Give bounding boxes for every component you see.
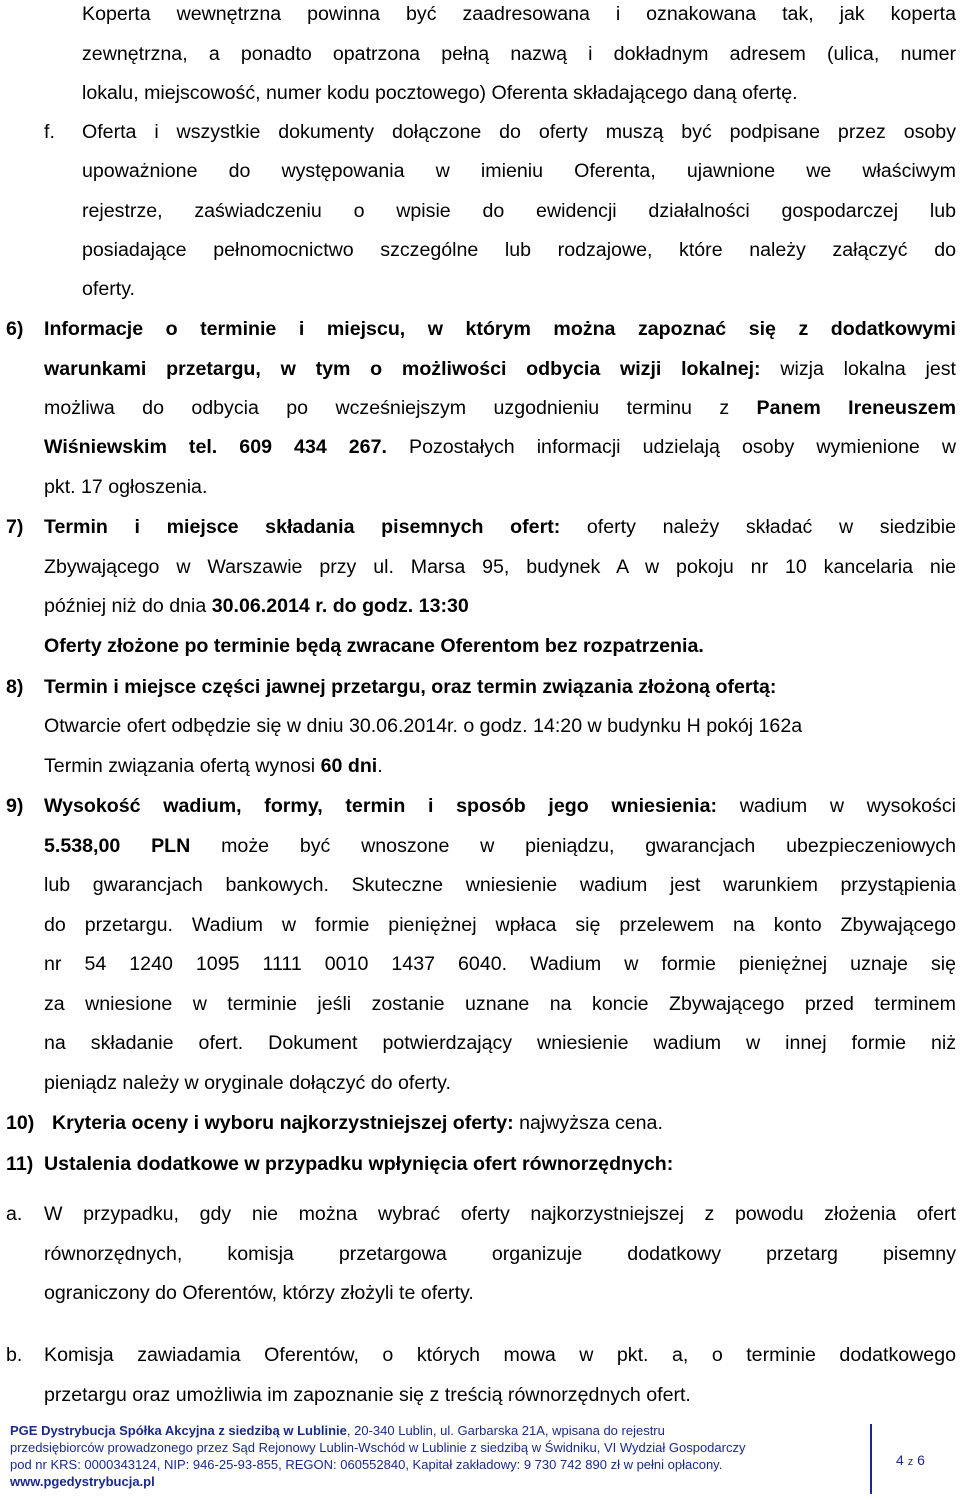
sec6-heading: Informacje o terminie i miejscu, w którym można zapoznać się z dodatkowymi [44,318,956,340]
sec6-contact-name: Panem Ireneuszem [756,397,956,419]
sec8-line [44,754,383,778]
page-sep: z [907,1456,914,1468]
page-current: 4 [896,1452,904,1468]
sec7-heading: Termin i miejsce składania pisemnych ofert: [44,516,561,538]
footer-website[interactable]: www.pgedystrybucja.pl [10,1474,155,1489]
sec11-heading: Ustalenia dodatkowe w przypadku wpłynięcia ofert równorzędnych: [44,1153,674,1175]
sec9-number: 9) [6,795,24,817]
sec9-line: lub gwarancjach bankowych. Skuteczne wniesienie wadium jest warunkiem przystąpienia [44,874,956,896]
footer-divider [870,1424,872,1494]
footer-line [10,1422,870,1439]
sec6-text: możliwa do odbycia po wcześniejszym uzgodnieniu terminu z [44,397,757,419]
sec7-text: później niż do dnia [44,595,212,617]
sec6-text: wizja lokalna jest [760,358,956,380]
item-b-line: przetargu oraz umożliwia im zapoznanie się z treścią równorzędnych ofert. [44,1384,691,1406]
sec7-number: 7) [6,516,24,538]
sec9-line: pieniądz należy w oryginale dołączyć do oferty. [44,1072,451,1094]
item-b-line: Komisja zawiadamia Oferentów, o których mowa w pkt. a, o terminie dodatkowego [44,1344,956,1366]
sec9-amount: 5.538,00 PLN [44,835,191,857]
sec7-deadline: 30.06.2014 r. do godz. 13:30 [211,595,469,617]
sec10-heading: Kryteria oceny i wyboru najkorzystniejszej oferty: [52,1112,514,1134]
footer-line: pod nr KRS: 0000343124, NIP: 946-25-93-855, REGON: 060552840, Kapitał zakładowy: 9 730 742 890 zł w pełni opłacony. [10,1457,723,1472]
sec8-text: Termin związania ofertą wynosi [44,755,321,777]
sec10-line [52,1111,663,1135]
sec6-line [44,435,956,459]
item-b-marker: b. [6,1344,23,1366]
sec11-number: 11) [6,1153,34,1175]
page-footer [10,1422,870,1490]
sec7-notice: Oferty złożone po terminie będą zwracane Oferentom bez rozpatrzenia. [44,635,704,657]
sec7-text: oferty należy składać w siedzibie [560,516,957,538]
item-a-line: ograniczony do Oferentów, którzy złożyli te oferty. [44,1282,474,1304]
sec9-line [44,794,956,818]
sec10-text: najwyższa cena. [513,1112,663,1134]
sec6-line [44,396,956,420]
sec6-line [44,357,956,381]
sec9-line: na składanie ofert. Dokument potwierdzający wniesienie wadium w innej formie niż [44,1032,956,1054]
sec8-binding-period: 60 dni [320,755,378,777]
sec6-line: pkt. 17 ogłoszenia. [44,476,208,498]
item-a-line: równorzędnych, komisja przetargowa organizuje dodatkowy przetarg pisemny [44,1243,956,1265]
sec9-line: za wniesione w terminie jeśli zostanie uznane na koncie Zbywającego przed terminem [44,993,956,1015]
sec8-text: . [377,755,383,777]
para-f-line: rejestrze, zaświadczeniu o wpisie do ewidencji działalności gospodarczej lub [82,200,956,222]
sec8-number: 8) [6,676,24,698]
footer-line: przedsiębiorców prowadzonego przez Sąd Rejonowy Lublin-Wschód w Lublinie z siedzibą w Świdniku, VI Wydział Gospodarczy [10,1440,746,1455]
sec6-contact-phone: Wiśniewskim tel. 609 434 267. [44,436,387,458]
sec6-heading-cont: warunkami przetargu, w tym o możliwości odbycia wizji lokalnej: [44,358,761,380]
sec8-line: Otwarcie ofert odbędzie się w dniu 30.06.2014r. o godz. 14:20 w budynku H pokój 162a [44,715,803,737]
para-f-line: oferty. [82,278,135,300]
sec7-line [44,594,469,618]
sec7-line [44,515,956,539]
para-f-line: upoważnione do występowania w imieniu Oferenta, ujawnione we właściwym [82,160,956,182]
sec8-heading: Termin i miejsce części jawnej przetargu, oraz termin związania złożoną ofertą: [44,676,777,698]
sec9-heading: Wysokość wadium, formy, termin i sposób jego wniesienia: [44,795,718,817]
para-f-line: posiadające pełnomocnictwo szczególne lub rodzajowe, które należy załączyć do [82,239,956,261]
sec9-line: do przetargu. Wadium w formie pieniężnej wpłaca się przelewem na konto Zbywającego [44,914,956,936]
para-e-line: Koperta wewnętrzna powinna być zaadresowana i oznakowana tak, jak koperta [82,3,956,25]
sec6-number: 6) [6,318,24,340]
sec9-line [44,834,956,858]
item-a-line: W przypadku, gdy nie można wybrać oferty najkorzystniejszej z powodu złożenia ofert [44,1203,956,1225]
page-total: 6 [917,1452,925,1468]
sec9-line: nr 54 1240 1095 1111 0010 1437 6040. Wadium w formie pieniężnej uznaje się [44,953,956,975]
page-number [896,1452,925,1468]
sec9-text: wadium w wysokości [717,795,956,817]
footer-company-name: PGE Dystrybucja Spółka Akcyjna z siedzibą w Lublinie [10,1423,347,1438]
sec6-text: Pozostałych informacji udzielają osoby wymienione w [386,436,956,458]
sec9-text: może być wnoszone w pieniądzu, gwarancjach ubezpieczeniowych [190,835,957,857]
footer-address: , 20-340 Lublin, ul. Garbarska 21A, wpisana do rejestru [346,1423,665,1438]
para-f-line: Oferta i wszystkie dokumenty dołączone do oferty muszą być podpisane przez osoby [82,121,956,143]
para-e-line: zewnętrzna, a ponadto opatrzona pełną nazwą i dokładnym adresem (ulica, numer [82,43,956,65]
sec10-number: 10) [6,1112,35,1134]
para-f-marker: f. [44,121,55,143]
para-e-line: lokalu, miejscowość, numer kodu pocztowego) Oferenta składającego daną ofertę. [82,82,798,104]
item-a-marker: a. [6,1203,23,1225]
sec7-line: Zbywającego w Warszawie przy ul. Marsa 95, budynek A w pokoju nr 10 kancelaria nie [44,556,956,578]
